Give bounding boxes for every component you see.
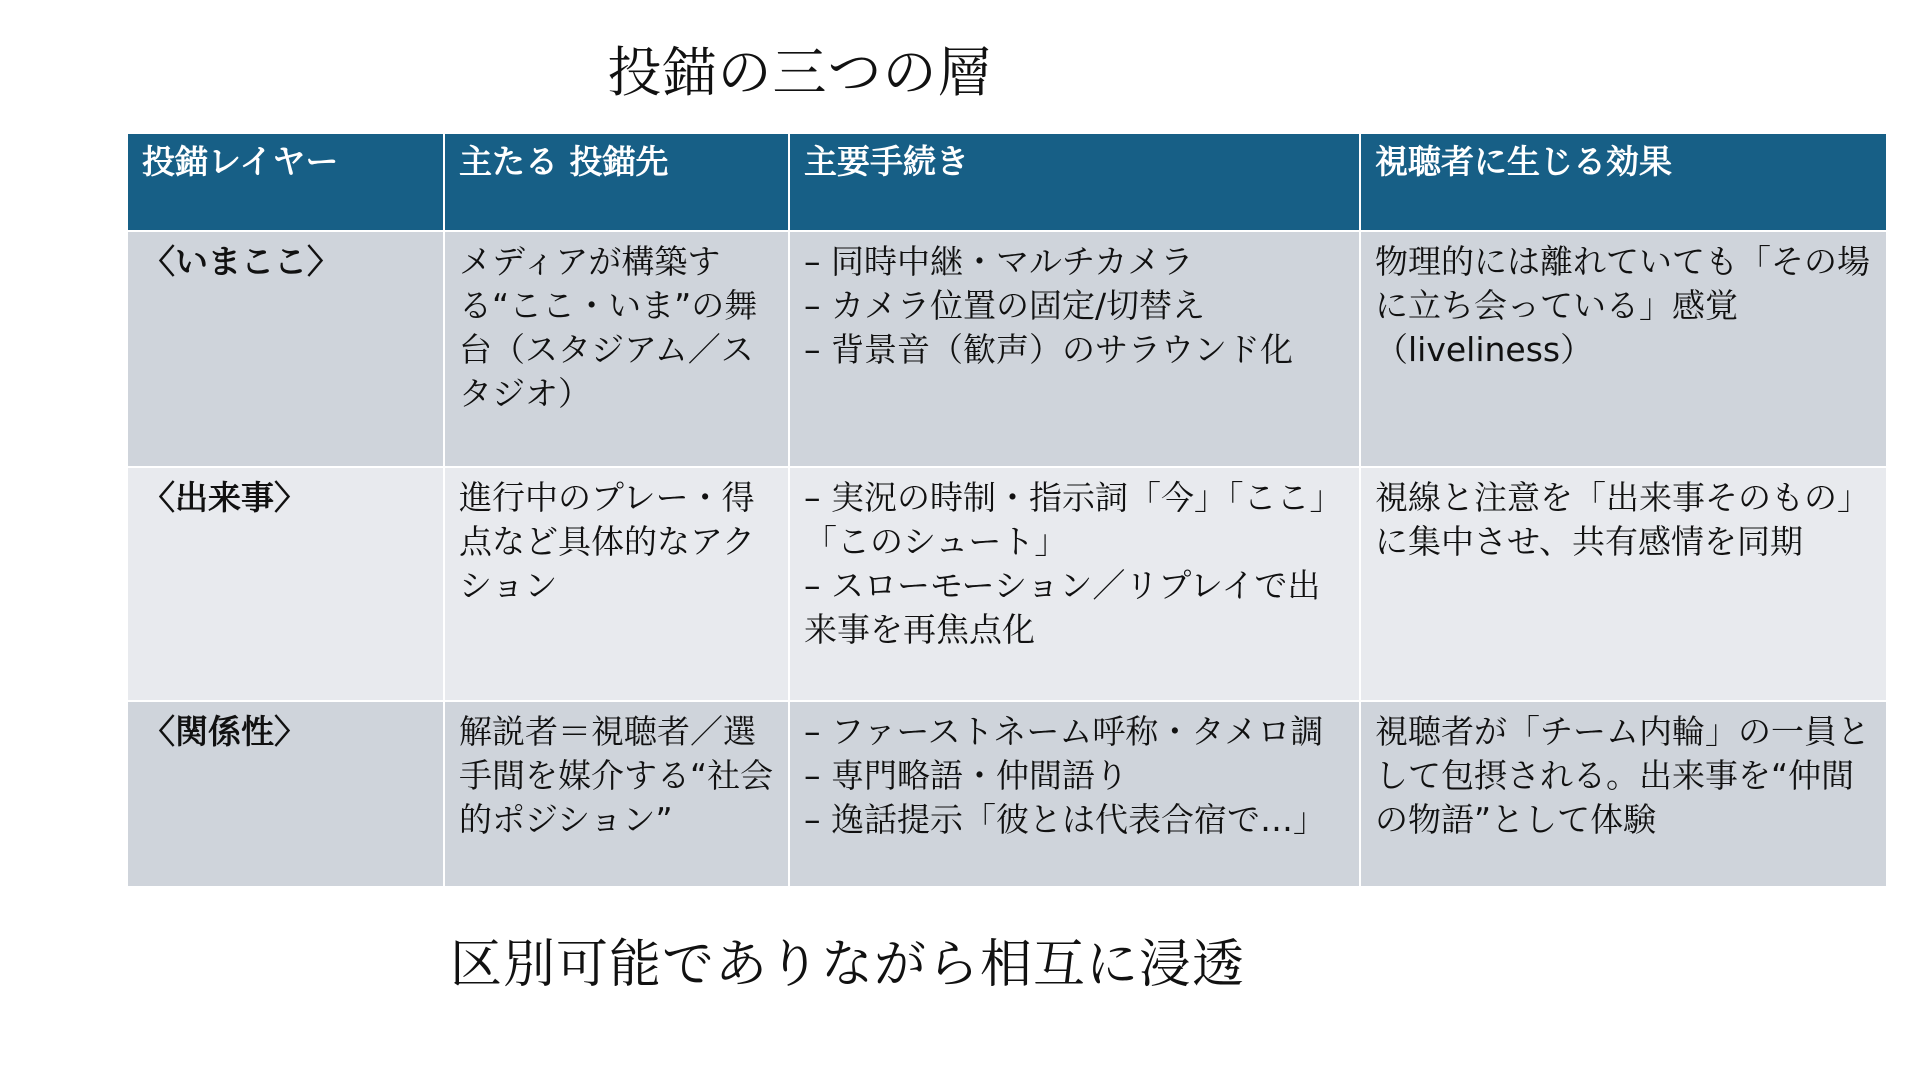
procedure-item: – 専門略語・仲間語り [804,756,1128,795]
procedure-item: – 背景音（歓声）のサラウンド化 [804,330,1293,369]
procedure-item: – スローモーション／リプレイで出来事を再焦点化 [804,566,1321,649]
cell-target: 進行中のプレー・得点など具体的なアクション [444,467,789,701]
procedure-item: – 同時中継・マルチカメラ [804,242,1194,281]
footer-caption: 区別可能でありながら相互に浸透 [450,935,1246,995]
header-procedures: 主要手続き [789,133,1360,231]
procedure-item: – 逸話提示「彼とは代表合宿で…」 [804,800,1326,839]
cell-procedures [789,701,1360,887]
slide-title: 投錨の三つの層 [607,41,993,104]
header-target: 主たる 投錨先 [444,133,789,231]
cell-layer: 〈出来事〉 [127,467,444,701]
anchoring-layers-table [126,132,1888,888]
table-row [127,701,1887,887]
cell-layer: 〈関係性〉 [127,701,444,887]
cell-effect: 物理的には離れていても「その場に立ち会っている」感覚（liveliness） [1360,231,1887,467]
cell-procedures [789,467,1360,701]
header-effect: 視聴者に生じる効果 [1360,133,1887,231]
cell-effect: 視聴者が「チーム内輪」の一員として包摂される。出来事を“仲間の物語”として体験 [1360,701,1887,887]
procedure-item: – 実況の時制・指示詞「今」「ここ」「このシュート」 [804,478,1343,561]
table-row [127,231,1887,467]
cell-target: 解説者＝視聴者／選手間を媒介する“社会的ポジション” [444,701,789,887]
table-row [127,467,1887,701]
procedure-item: – ファーストネーム呼称・タメロ調 [804,712,1324,751]
cell-layer: 〈いまここ〉 [127,231,444,467]
cell-target: メディアが構築する“ここ・いま”の舞台（スタジアム／スタジオ） [444,231,789,467]
procedure-item: – カメラ位置の固定/切替え [804,286,1206,325]
cell-effect: 視線と注意を「出来事そのもの」に集中させ、共有感情を同期 [1360,467,1887,701]
anchoring-table-container [126,132,1886,888]
header-layer: 投錨レイヤー [127,133,444,231]
table-header-row [127,133,1887,231]
cell-procedures [789,231,1360,467]
